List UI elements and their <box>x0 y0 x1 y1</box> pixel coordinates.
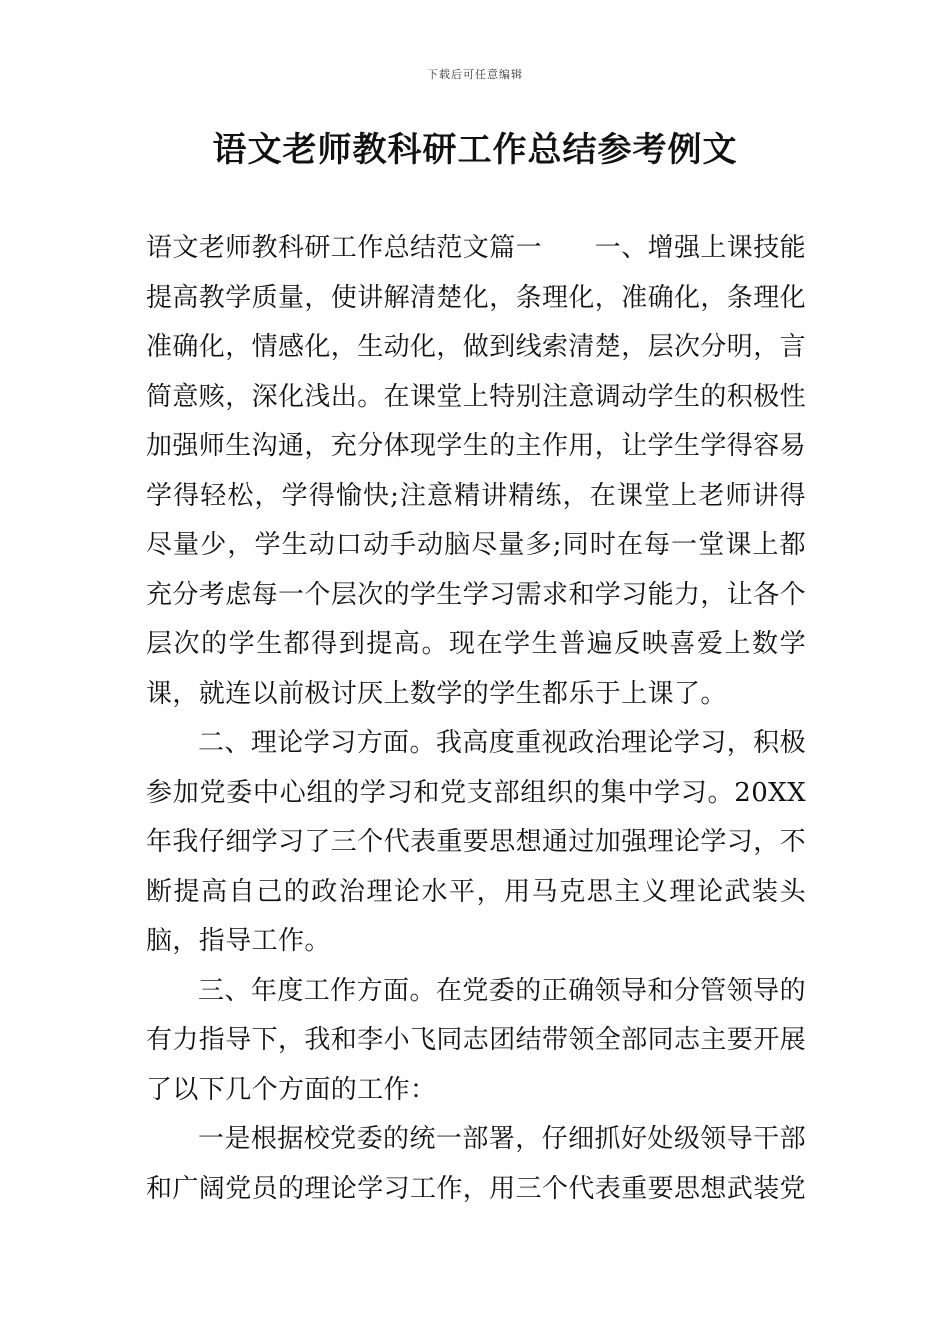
paragraph-3: 三、年度工作方面。在党委的正确领导和分管领导的有力指导下，我和李小飞同志团结带领全部同志主要开展了以下几个方面的工作： <box>146 975 807 1105</box>
header-note: 下载后可任意编辑 <box>427 68 523 81</box>
document-title: 语文老师教科研工作总结参考例文 <box>212 130 738 170</box>
paragraph-2: 二、理论学习方面。我高度重视政治理论学习，积极参加党委中心组的学习和党支部组织的集中学习。20XX年我仔细学习了三个代表重要思想通过加强理论学习，不断提高自己的政治理论水平，用马克思主义理论武装头脑，指导工作。 <box>146 728 807 956</box>
paragraph-4: 一是根据校党委的统一部署，仔细抓好处级领导干部和广阔党员的理论学习工作，用三个代表重要思想武装党 <box>146 1124 807 1204</box>
document-body <box>146 224 806 1214</box>
paragraph-1: 语文老师教科研工作总结范文篇一 一、增强上课技能提高教学质量，使讲解清楚化，条理化，准确化，条理化准确化，情感化，生动化，做到线索清楚，层次分明，言简意赅，深化浅出。在课堂上特别注意调动学生的积极性加强师生沟通，充分体现学生的主作用，让学生学得容易学得轻松，学得愉快;注意精讲精练，在课堂上老师讲得尽量少，学生动口动手动脑尽量多;同时在每一堂课上都充分考虑每一个层次的学生学习需求和学习能力，让各个层次的学生都得到提高。现在学生普遍反映喜爱上数学课，就连以前极讨厌上数学的学生都乐于上课了。 <box>146 233 807 709</box>
